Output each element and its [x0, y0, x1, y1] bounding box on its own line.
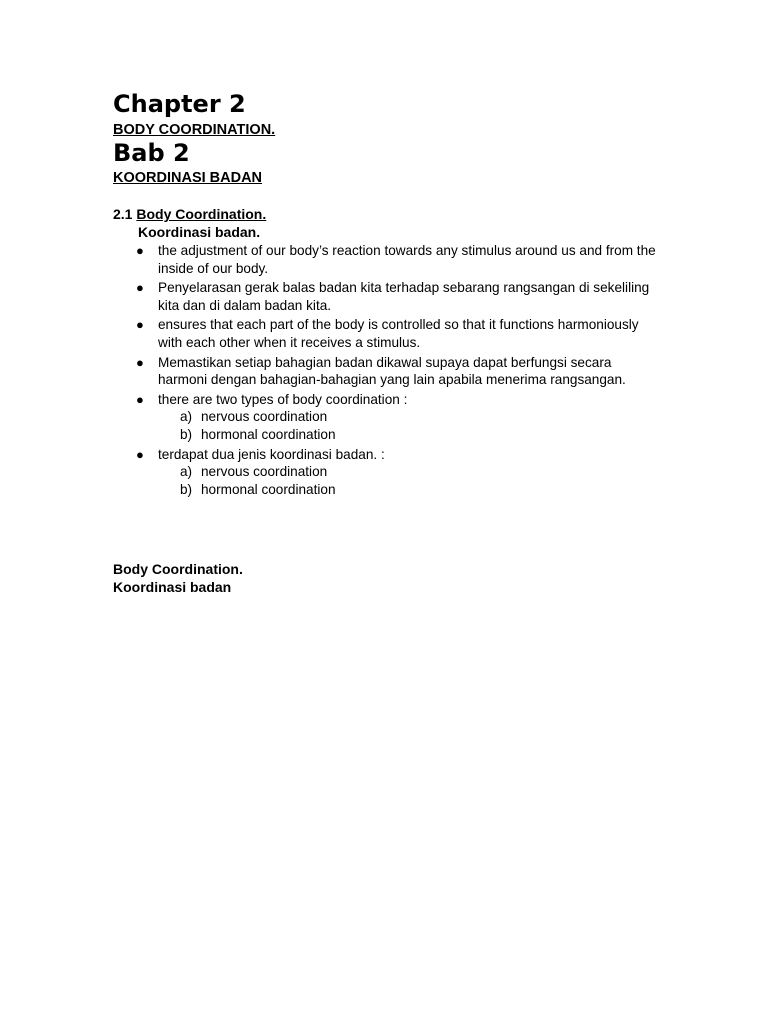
- bullet-text: terdapat dua jenis koordinasi badan. :: [158, 446, 385, 462]
- sub-item-text: nervous coordination: [201, 464, 328, 480]
- sub-item-letter: a): [180, 409, 193, 425]
- bullet-text: ensures that each part of the body is controlled so that it functions harmoniously with each other when it receives a stimulus.: [158, 317, 639, 350]
- footer-heading-malay: Koordinasi badan: [113, 579, 232, 595]
- bullet-item: [0, 279, 768, 314]
- bullet-icon: ●: [136, 446, 144, 462]
- sub-item-text: nervous coordination: [201, 409, 328, 425]
- sub-list-item: [180, 426, 768, 444]
- section-number: 2.1: [113, 206, 133, 222]
- bullet-icon: ●: [136, 391, 144, 407]
- bullet-icon: ●: [136, 280, 144, 296]
- bullet-item: [0, 354, 768, 389]
- bab-title: Bab 2: [113, 139, 190, 167]
- bullet-text: Penyelarasan gerak balas badan kita terhadap sebarang rangsangan di sekeliling kita dan di dalam badan kita.: [158, 280, 650, 313]
- sub-item-text: hormonal coordination: [201, 426, 336, 442]
- section-heading: [113, 206, 266, 223]
- bab-subtitle: KOORDINASI BADAN: [113, 170, 263, 186]
- sub-item-letter: b): [180, 426, 193, 442]
- bullet-icon: ●: [136, 354, 144, 370]
- bullet-list: [0, 242, 768, 500]
- bullet-item: [0, 316, 768, 351]
- bullet-text: Memastikan setiap bahagian badan dikawal supaya dapat berfungsi secara harmoni dengan bahagian-bahagian yang lain apabila menerima rangsangan.: [158, 354, 626, 388]
- bullet-item: [0, 446, 768, 499]
- sub-list: [180, 408, 768, 443]
- sub-item-letter: a): [180, 464, 193, 480]
- bullet-item: [0, 391, 768, 444]
- section-title: Body Coordination.: [136, 206, 267, 222]
- chapter-title: Chapter 2: [113, 90, 246, 118]
- chapter-subtitle: BODY COORDINATION.: [113, 122, 276, 138]
- sub-list: [180, 463, 768, 498]
- bullet-text: the adjustment of our body’s reaction towards any stimulus around us and from the inside of our body.: [158, 243, 656, 276]
- sub-item-text: hormonal coordination: [201, 481, 336, 497]
- bullet-icon: ●: [136, 317, 144, 333]
- sub-list-item: [180, 408, 768, 426]
- bullet-item: [0, 242, 768, 277]
- sub-list-item: [180, 481, 768, 499]
- bullet-icon: ●: [136, 243, 144, 258]
- bullet-text: there are two types of body coordination :: [158, 391, 408, 407]
- sub-list-item: [180, 463, 768, 481]
- footer-heading-english: Body Coordination.: [113, 561, 243, 577]
- sub-item-letter: b): [180, 481, 193, 497]
- section-subtitle: Koordinasi badan.: [138, 224, 261, 240]
